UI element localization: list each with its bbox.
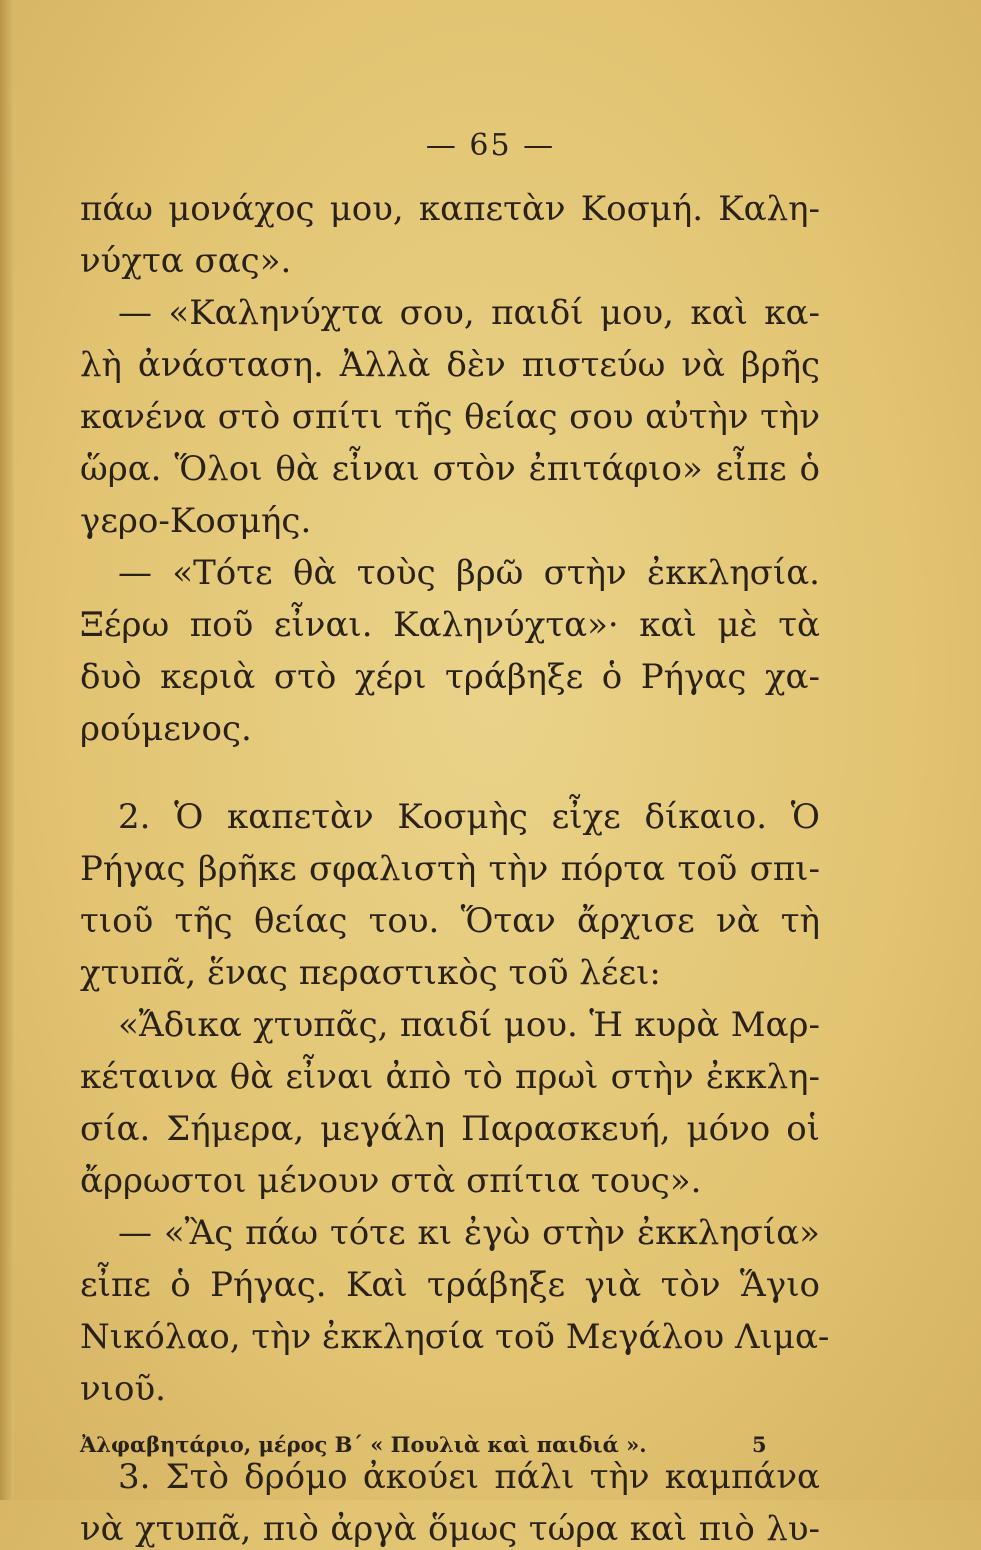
text-line: γερο-Κοσμής. [80,501,312,541]
text-line: Νικόλαο, τὴν ἐκκλησία τοῦ Μεγάλου Λιμα- [80,1317,830,1357]
text-line: Ρήγας βρῆκε σφαλιστὴ τὴν πόρτα τοῦ σπι- [80,849,820,889]
page-binding-edge [0,0,14,1500]
text-line: ἄρρωστοι μένουν στὰ σπίτια τους». [80,1161,702,1201]
signature-mark: 5 [752,1432,767,1457]
text-line: χτυπᾶ, ἕνας περαστικὸς τοῦ λέει: [80,953,661,993]
text-line: 3. Στὸ δρόμο ἀκούει πάλι τὴν καμπάνα [118,1457,820,1497]
text-line: σία. Σήμερα, μεγάλη Παρασκευή, μόνο οἱ [80,1109,820,1149]
text-line: νιοῦ. [80,1369,166,1409]
text-line: ὥρα. Ὅλοι θὰ εἶναι στὸν ἐπιτάφιο» εἶπε ὁ [80,449,820,489]
text-line: κέταινα θὰ εἶναι ἀπὸ τὸ πρωὶ στὴν ἐκκλη- [80,1057,820,1097]
text-line: — «Τότε θὰ τοὺς βρῶ στὴν ἐκκλησία. [118,553,820,593]
text-line: λὴ ἀνάσταση. Ἀλλὰ δὲν πιστεύω νὰ βρῆς [80,345,820,385]
text-line: 2. Ὁ καπετὰν Κοσμὴς εἶχε δίκαιο. Ὁ [118,797,820,837]
text-line: νὰ χτυπᾶ, πιὸ ἀργὰ ὅμως τώρα καὶ πιὸ λυ- [80,1509,820,1549]
text-line: — «Ἂς πάω τότε κι ἐγὼ στὴν ἐκκλησία» [118,1213,820,1253]
footer-title: Ἀλφαβητάριο, μέρος Β΄ « Πουλιὰ καὶ παιδιά ». [80,1432,647,1457]
text-line: τιοῦ τῆς θείας του. Ὅταν ἄρχισε νὰ τὴ [80,901,820,941]
text-line: — «Καληνύχτα σου, παιδί μου, καὶ κα- [118,293,820,333]
text-line: «Ἄδικα χτυπᾶς, παιδί μου. Ἡ κυρὰ Μαρ- [118,1005,820,1045]
text-line: ρούμενος. [80,709,252,749]
text-line: δυὸ κεριὰ στὸ χέρι τράβηξε ὁ Ρήγας χα- [80,657,820,697]
page-number: — 65 — [425,128,556,163]
text-line: νύχτα σας». [80,241,292,281]
text-line: πάω μονάχος μου, καπετὰν Κοσμή. Καλη- [80,189,820,229]
text-line: Ξέρω ποῦ εἶναι. Καληνύχτα»· καὶ μὲ τὰ [80,605,820,645]
text-line: κανένα στὸ σπίτι τῆς θείας σου αὐτὴν τὴν [80,397,820,437]
text-line: εἶπε ὁ Ρήγας. Καὶ τράβηξε γιὰ τὸν Ἅγιο [80,1265,820,1305]
